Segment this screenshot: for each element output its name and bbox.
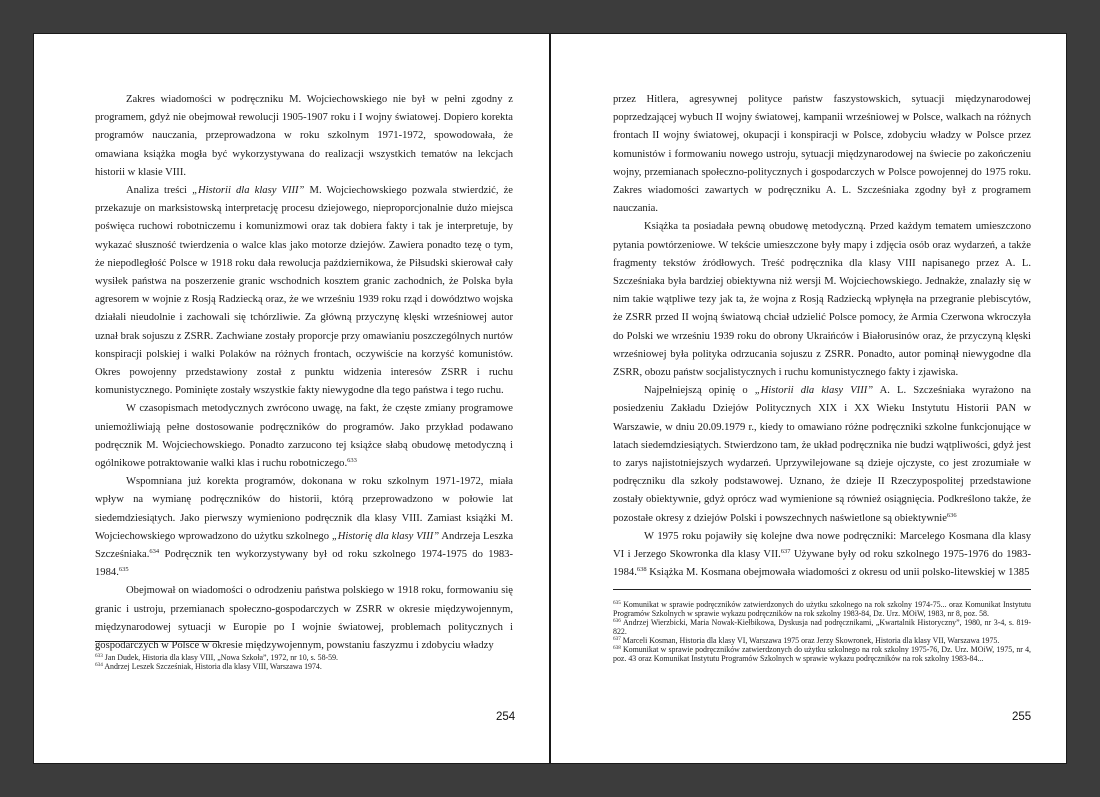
paragraph: Analiza treści „Historii dla klasy VIII” M. Wojciechowskiego pozwala stwierdzić, że przekazuje on marksistowską interpretację procesu dziejowego, nieproporcjonalnie dużo miejsca poświęca ruchowi robotniczemu i komunizmowi oraz tak dobiera fakty i tak je interpretuje, by wykazać słuszność twierdzenia o walce klas jako motorze dziejów. Zawiera ponadto tezę o tym, że niepodległość Polsce w 1918 roku dała rewolucja październikowa, że Piłsudski skierował cały wysiłek państwa na poszerzenie granic wschodnich kosztem granic zachodnich, że Polska była agresorem w wojnie z Rosją Radziecką oraz, że we wrześniu 1939 roku rząd i dowództwo wojska działali nieudolnie i zachowali się tchórzliwie. Za główną przyczynę klęski wrześniowej autor uznał brak sojuszu z ZSRR. Zachwiane zostały proporcje przy omawianiu poszczególnych nurtów konspiracji polskiej i walki Polaków na różnych frontach, oczywiście na korzyść komunistów. Okres powojenny przedstawiony został z punktu widzenia interesów ZSRR i ruchu komunistycznego. Pominięte zostały wszystkie fakty niewygodne dla tego państwa i tego ruchu. [95,185,513,397]
footnote-ref[interactable]: 634 [149,548,160,556]
footnote-divider [95,641,219,642]
left-page-body [95,91,513,655]
paragraph: przez Hitlera, agresywnej polityce państw faszystowskich, sytuacji międzynarodowej poprzedzającej wybuch II wojny światowej, kampanii wrześniowej w Polsce, walkach na różnych frontach II wojny światowej, okupacji i konspiracji w Polsce, zdobyciu władzy w Polsce przez komunistów i formowaniu nowego ustroju, sytuacji międzynarodowej na świecie po zakończeniu wojny, przemianach społeczno-politycznych i gospodarczych w Polsce powojennej do 1975 roku. Zakres wiadomości zawartych w podręczniku A. L. Szcześniaka zgodny był z programem nauczania. [613,94,1031,215]
footnote-ref[interactable]: 637 [780,548,791,556]
paragraph: Zakres wiadomości w podręczniku M. Wojciechowskiego nie był w pełni zgodny z programem, gdyż nie obejmował rewolucji 1905-1907 roku i I wojny światowej. Dopiero korekta programów nauczania, przeprowadzona w roku szkolnym 1971-1972, spowodowała, że omawiana książka mogła być wykorzystywana do realizacji wszystkich tematów na lekcjach historii w klasie VIII. [95,94,513,178]
footnote: $^{633}$ Jan Dudek, Historia dla klasy VIII, „Nowa Szkoła”, 1972, nr 10, s. 58-59. [95,653,339,662]
footnote: $^{635}$ Komunikat w sprawie podręczników zatwierdzonych do użytku szkolnego na rok szkolny 1974-75... oraz Komunikat Instytutu Programów Szkolnych w sprawie wykazu podręczników na rok szkolny 1983-84, Dz. Urz. MOiW, 1983, nr 8, poz. 58. [613,600,1031,618]
paragraph: W czasopismach metodycznych zwrócono uwagę, na fakt, że częste zmiany programowe uniemożliwiają pełne dostosowanie podręczników do programów. Jako przykład podawano podręcznik M. Wojciechowskiego. Ponadto zarzucono tej książce słabą obudowę metodyczną i ogólnikowe potraktowanie walki klas i ruchu robotniczego.$^{633}$ [95,403,513,470]
footnote-divider [613,589,1031,590]
footnote: $^{637}$ Marceli Kosman, Historia dla klasy VI, Warszawa 1975 oraz Jerzy Skowronek, Historia dla klasy VII, Warszawa 1975. [613,636,1000,645]
footnotes [613,600,1031,663]
paragraph: Obejmował on wiadomości o odrodzeniu państwa polskiego w 1918 roku, formowaniu się granic i ustroju, przemianach społeczno-gospodarczych w ZSRR w okresie międzywojennym, międzynarodowej sytuacji w Europie po I wojnie światowej, problemach politycznych i gospodarczych w Polsce w okresie międzywojennym, powstaniu faszyzmu i zdobyciu władzy [95,585,513,652]
paragraph: W 1975 roku pojawiły się kolejne dwa nowe podręczniki: Marcelego Kosmana dla klasy VI i Jerzego Skowronka dla klasy VII.$^{637}$ Używane były od roku szkolnego 1975-1976 do 1983-1984.$^{638}$ Książka M. Kosmana obejmowała wiadomości z okresu od unii polsko-litewskiej w 1385 [613,530,1031,579]
page-number: 255 [1012,711,1032,723]
paragraph: Najpełniejszą opinię o „Historii dla klasy VIII” A. L. Szcześniaka wyrażono na posiedzeniu Zakładu Dziejów Politycznych XIX i XX Wieku Instytutu Historii PAN w Warszawie, w dniu 20.09.1979 r., kiedy to omawiano różne podręczniki szkolne funkcjonujące w latach siedemdziesiątych. Stwierdzono tam, że układ podręcznika nie budzi wątpliwości, gdyż jest to zarys najistotniejszych wydarzeń. Uprzywilejowane są dzieje ojczyste, co jest zrozumiałe w podręczniku dla szkoły podstawowej. Uznano, że dzieje II Rzeczypospolitej przedstawione zostały obiektywnie, gdyż oprócz wad wymienione są również osiągnięcia. Podkreślono także, że pozostałe okresy z dziejów Polski i powszechnych naświetlone są obiektywnie$^{636}$ [613,385,1032,524]
right-page-body [613,91,1031,582]
paragraph: Książka ta posiadała pewną obudowę metodyczną. Przed każdym tematem umieszczono pytania powtórzeniowe. W tekście umieszczone były mapy i zdjęcia osób oraz wydarzeń, a także fragmenty tekstów źródłowych. Treść podręcznika dla klasy VIII napisanego przez A. L. Szcześniaka była bardziej obiektywna niż wersji M. Wojciechowskiego. Jednakże, znalazły się w nim takie wątpliwe tezy jak ta, że wojna z Rosją Radziecką wpłynęła na przegranie plebiscytów, że ZSRR przed II wojną światową chciał udzielić Polsce pomocy, że Armia Czerwona wkroczyła do Polski we wrześniu 1939 roku do obrony Ukraińców i Białorusinów oraz, że przyczyną klęski wrześniowej była polityka odrzucania sojuszu z ZSRR. Ponadto, autor pominął niewygodne dla ZSRR, obozu państw socjalistycznych i ruchu komunistycznego fakty i zjawiska. [613,221,1031,379]
footnote-ref[interactable]: 638 [636,566,647,574]
right-page [551,34,1066,763]
paragraph: Wspomniana już korekta programów, dokonana w roku szkolnym 1971-1972, miała wpływ na wymianę podręczników do historii, którą przeprowadzono w połowie lat siedemdziesiątych. Jako pierwszy wymieniono podręcznik dla klasy VIII. Zamiast książki M. Wojciechowskiego wprowadzono do użytku szkolnego „Historię dla klasy VIII” Andrzeja Leszka Szcześniaka.$^{634}$ Podręcznik ten wykorzystywany był od roku szkolnego 1974-1975 do 1983-1984.$^{635}$ [95,476,514,579]
page-number: 254 [496,711,516,723]
footnote: $^{634}$ Andrzej Leszek Szcześniak, Historia dla klasy VIII, Warszawa 1974. [95,662,322,671]
book-title: „Historię dla klasy VIII” [331,530,440,542]
footnotes [95,653,513,671]
footnote-ref[interactable]: 635 [118,566,129,574]
footnote-ref[interactable]: 633 [347,457,357,465]
book-title: „Historii dla klasy VIII” [192,185,305,197]
left-page [34,34,549,763]
footnote-ref[interactable]: 636 [946,511,957,519]
footnote: $^{636}$ Andrzej Wierzbicki, Maria Nowak-Kiełbikowa, Dyskusja nad podręcznikami, „Kwartalnik Historyczny”, 1980, nr 3-4, s. 819-822. [613,618,1031,636]
footnote: $^{638}$ Komunikat w sprawie podręczników zatwierdzonych do użytku szkolnego na rok szkolny 1975-76, Dz. Urz. MOiW, 1975, nr 4, poz. 43 oraz Komunikat Instytutu Programów Szkolnych w sprawie wykazu podręczników na rok szkolny 1983-84... [613,645,1031,663]
book-title: „Historii dla klasy VIII” [754,385,874,397]
